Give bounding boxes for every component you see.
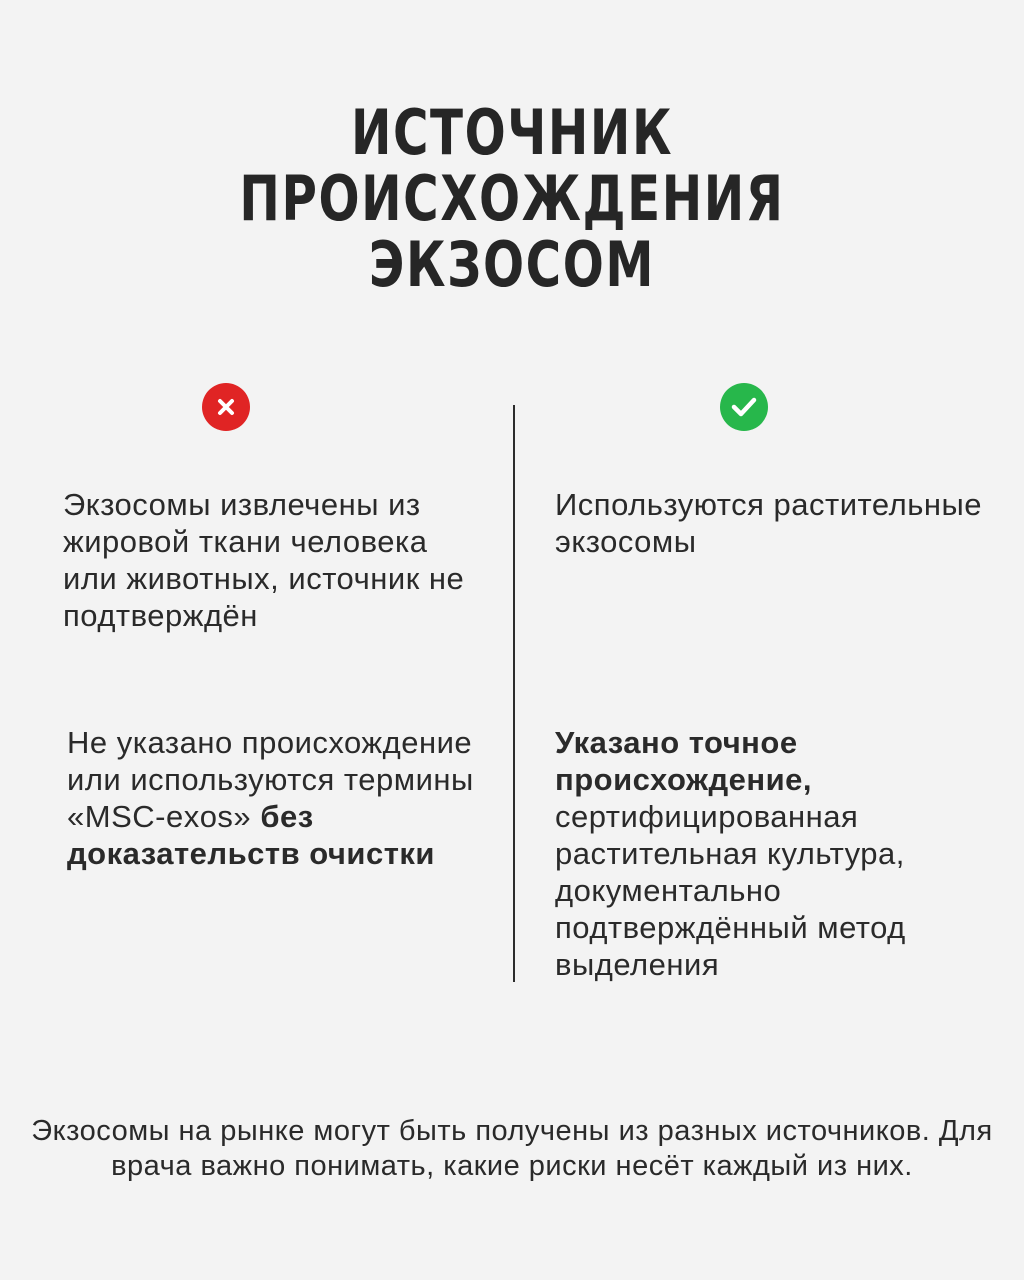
cross-icon (202, 383, 250, 431)
footer-note: Экзосомы на рынке могут быть получены из разных источников. Для врача важно понимать, какие риски несёт каждый из них. (31, 1115, 993, 1182)
right-column-source-text: Используются растительные экзосомы (555, 487, 982, 559)
title-line-2: ЭКЗОСОМ (368, 228, 656, 301)
column-divider (513, 405, 515, 982)
right-origin-regular: сертифицированная растительная культура, документально подтверждённый метод выделения (555, 799, 906, 982)
left-column-source-text: Экзосомы извлечены из жировой ткани человека или животных, источник не подтверждён (63, 487, 465, 633)
check-icon (720, 383, 768, 431)
left-origin-bold: без доказательств очистки (67, 799, 435, 871)
left-origin-regular: Не указано происхождение или используются термины «MSC-exos» (67, 725, 474, 834)
left-column-origin-text (67, 724, 487, 872)
title-line-1: ИСТОЧНИК ПРОИСХОЖДЕНИЯ (239, 96, 785, 235)
right-origin-bold: Указано точное происхождение, (555, 725, 813, 797)
right-column-origin-text (555, 724, 995, 983)
page-title (113, 96, 912, 301)
